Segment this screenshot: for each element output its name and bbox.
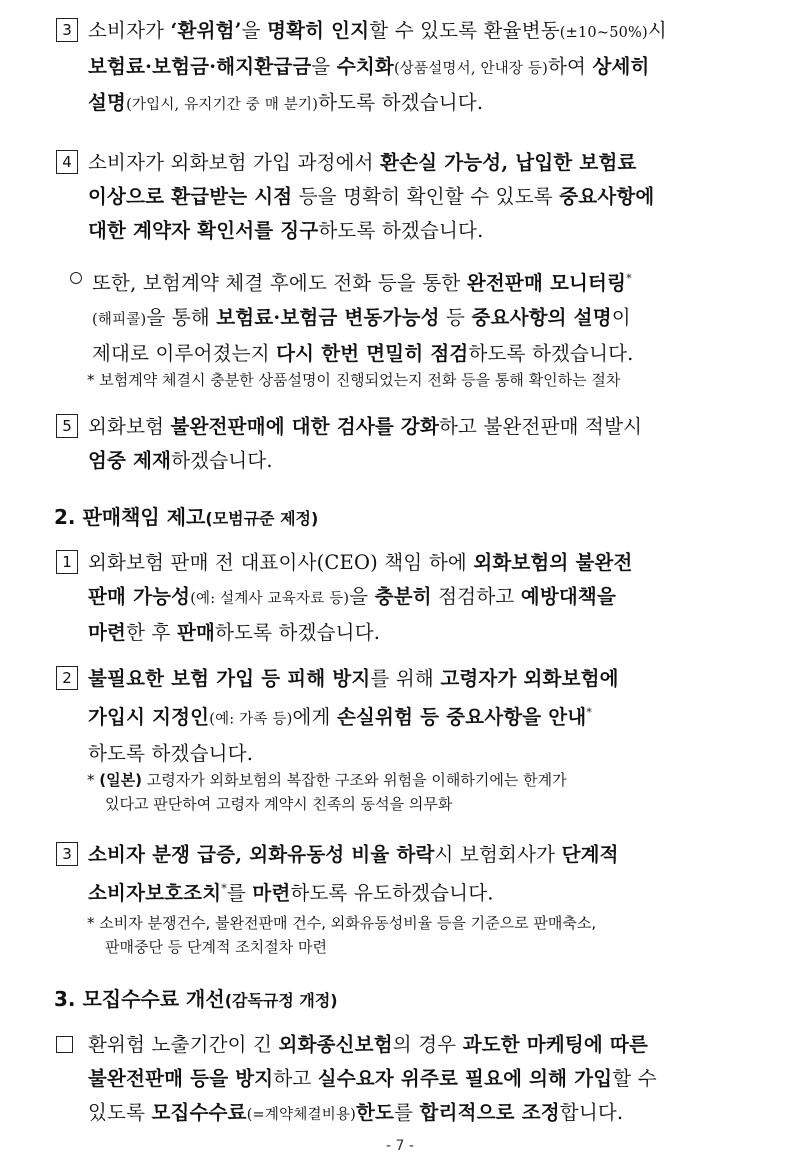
item-4-confirmation xyxy=(56,146,756,248)
footnote-measures: * 소비자 분쟁건수, 불완전판매 건수, 외화유동성비율 등을 기준으로 판매축소, 판매중단 등 단계적 조치절차 마련 xyxy=(87,914,597,956)
item-text: 환위험 노출기간이 긴 외화종신보험의 경우 과도한 마케팅에 따른 불완전판매 등을 방지하고 실수요자 위주로 필요에 의해 가입할 수 있도록 모집수수료(=계약체결비용)한도를 합리적으로 조정합니다. xyxy=(88,1033,657,1124)
item-text: 외화보험 불완전판매에 대한 검사를 강화하고 불완전판매 적발시 엄중 제재하겠습니다. xyxy=(88,415,643,472)
page-number: - 7 - xyxy=(386,1138,414,1154)
footnote-japan: * (일본) 고령자가 외화보험의 복잡한 구조와 위험을 이해하기에는 한계가 있다고 판단하여 고령자 계약시 친족의 동석을 의무화 xyxy=(87,771,567,813)
item-number: 4 xyxy=(56,150,78,174)
item-text: 소비자가 외화보험 가입 과정에서 환손실 가능성, 납입한 보험료 이상으로 환급받는 시점 등을 명확히 확인할 수 있도록 중요사항에 대한 계약자 확인서를 징구하도록 하겠습니다. xyxy=(88,151,655,242)
item-1-ceo-responsibility xyxy=(56,546,756,650)
item-number: 3 xyxy=(56,18,78,42)
item-text: 소비자 분쟁 급증, 외화유동성 비율 하락시 보험회사가 단계적 소비자보호조치*를 마련하도록 유도하겠습니다. xyxy=(88,843,619,905)
bullet-monitoring xyxy=(70,262,760,371)
item-number: 2 xyxy=(56,666,78,690)
item-2-elderly-protection xyxy=(56,662,756,771)
item-number: 3 xyxy=(56,842,78,866)
checkbox-square-icon xyxy=(56,1036,73,1053)
bullet-text: 또한, 보험계약 체결 후에도 전화 등을 통한 완전판매 모니터링* (해피콜)을 통해 보험료·보험금 변동가능성 등 중요사항의 설명이 제대로 이루어졌는지 다시 한번 면밀히 점검하도록 하겠습니다. xyxy=(92,271,634,365)
circle-bullet-icon xyxy=(70,272,82,284)
item-number: 5 xyxy=(56,414,78,438)
item-commission-improvement xyxy=(56,1028,756,1132)
item-text: 소비자가 ‘환위험’을 명확히 인지할 수 있도록 환율변동(±10~50%)시 보험료·보험금·해지환급금을 수치화(상품설명서, 안내장 등)하여 상세히 설명(가입시, 유지기간 중 매 분기)하도록 하겠습니다. xyxy=(88,19,667,114)
footnote-happy-call: * 보험계약 체결시 충분한 상품설명이 진행되었는지 전화 등을 통해 확인하는 절차 xyxy=(87,371,621,389)
item-5-inspection xyxy=(56,410,756,478)
item-3-consumer-protection xyxy=(56,838,756,911)
item-number: 1 xyxy=(56,550,78,574)
section-3-heading: 3. 모집수수료 개선(감독규정 개정) xyxy=(54,987,338,1011)
section-2-heading: 2. 판매책임 제고(모범규준 제정) xyxy=(54,505,319,529)
item-text: 불필요한 보험 가입 등 피해 방지를 위해 고령자가 외화보험에 가입시 지정인(예: 가족 등)에게 손실위험 등 중요사항을 안내* 하도록 하겠습니다. xyxy=(88,667,619,765)
item-3-exchange-risk xyxy=(56,14,756,122)
item-text: 외화보험 판매 전 대표이사(CEO) 책임 하에 외화보험의 불완전 판매 가능성(예: 설계사 교육자료 등)을 충분히 점검하고 예방대책을 마련한 후 판매하도록 하겠습니다. xyxy=(88,551,633,644)
